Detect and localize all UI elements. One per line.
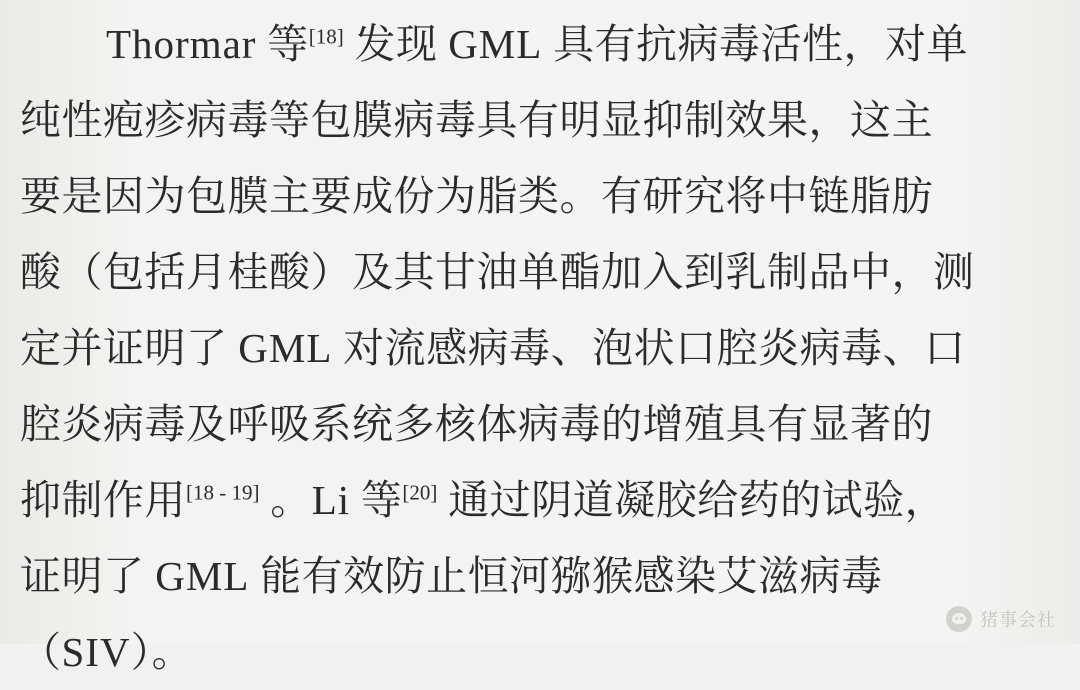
watermark-label: 猪事会社 <box>980 610 1056 631</box>
pig-avatar-icon <box>946 606 972 632</box>
text-segment-latin: GML <box>448 21 543 67</box>
text-segment-latin: Li <box>311 477 351 523</box>
text-line <box>20 158 1060 234</box>
text-segment-cjk: 要是因为包膜主要成份为脂类。有研究将中链脂肪 <box>20 173 933 219</box>
text-segment-cjk: （ <box>20 629 62 675</box>
text-line <box>20 614 1060 690</box>
text-segment-latin: SIV <box>61 629 131 675</box>
reference-marker: [18] <box>308 24 344 49</box>
text-segment-cjk: 对流感病毒、泡状口腔炎病毒、口 <box>332 325 966 371</box>
text-line <box>20 386 1060 462</box>
text-segment-cjk: 通过阴道凝胶给药的试验， <box>437 477 947 523</box>
text-segment-cjk: 具有抗病毒活性，对单 <box>542 21 969 67</box>
text-segment-cjk: 发现 <box>343 21 449 67</box>
text-segment-cjk: 腔炎病毒及呼吸系统多核体病毒的增殖具有显著的 <box>20 401 933 447</box>
text-segment-cjk: 证明了 <box>20 553 156 599</box>
text-segment-cjk: 酸（包括月桂酸）及其甘油单酯加入到乳制品中，测 <box>20 249 975 295</box>
text-line <box>20 234 1060 310</box>
text-line <box>20 82 1060 158</box>
text-segment-latin: Thormar <box>106 21 257 67</box>
text-line <box>20 310 1060 386</box>
text-segment-cjk: 定并证明了 <box>20 325 239 371</box>
text-segment-cjk: 能有效防止恒河猕猴感染艾滋病毒 <box>249 553 883 599</box>
watermark <box>946 606 1056 632</box>
text-segment-cjk: 等 <box>256 21 309 67</box>
text-segment-latin: GML <box>238 325 333 371</box>
article-paragraph <box>20 6 1060 690</box>
reference-marker: [18 - 19] <box>186 480 260 505</box>
text-line <box>20 462 1060 538</box>
text-segment-cjk: 抑制作用 <box>20 477 186 523</box>
text-line <box>20 6 1060 82</box>
text-segment-latin: GML <box>155 553 250 599</box>
text-segment-cjk: 纯性疱疹病毒等包膜病毒具有明显抑制效果，这主 <box>20 97 933 143</box>
text-segment-cjk: ）。 <box>130 629 194 675</box>
reference-marker: [20] <box>402 480 438 505</box>
text-line <box>20 538 1060 614</box>
text-segment-cjk: 。 <box>259 477 312 523</box>
text-segment-cjk: 等 <box>350 477 403 523</box>
